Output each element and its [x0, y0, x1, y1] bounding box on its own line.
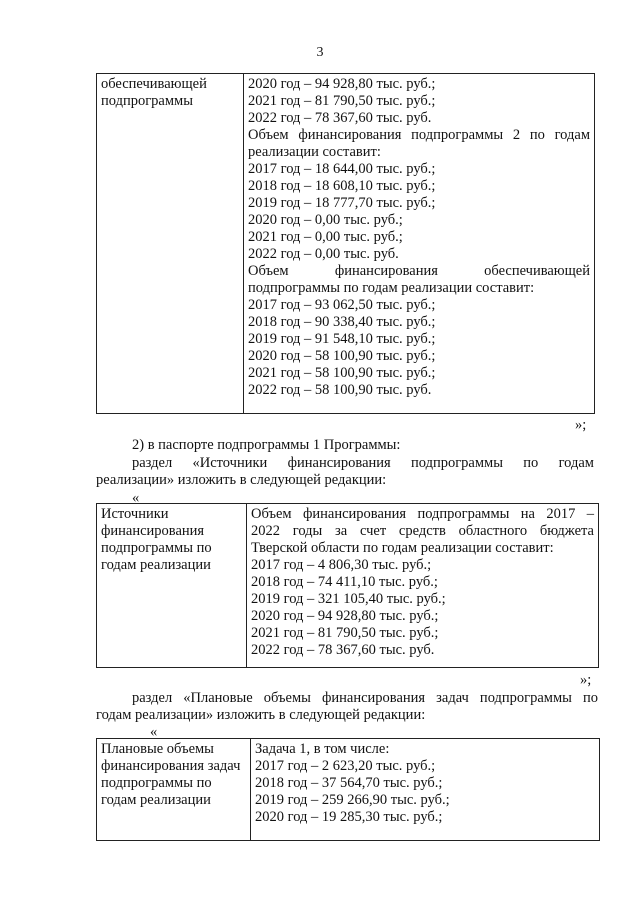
table1-left-line: обеспечивающей [101, 76, 207, 92]
opening-quote: « [132, 490, 140, 506]
opening-quote: « [150, 724, 158, 740]
table2-line: 2022 год – 78 367,60 тыс. руб. [251, 642, 435, 658]
table1-line: 2022 год – 58 100,90 тыс. руб. [248, 382, 432, 398]
table3-left-line: подпрограммы по [101, 775, 212, 791]
table1-line: 2018 год – 90 338,40 тыс. руб.; [248, 314, 436, 330]
table2-right-cell [247, 504, 599, 668]
table2-line: Объем финансирования подпрограммы на 2017 – [251, 506, 594, 522]
table1-line: 2020 год – 58 100,90 тыс. руб.; [248, 348, 436, 364]
table2-line: 2020 год – 94 928,80 тыс. руб.; [251, 608, 439, 624]
table3-line: 2020 год – 19 285,30 тыс. руб.; [255, 809, 443, 825]
table1-line: 2017 год – 93 062,50 тыс. руб.; [248, 297, 436, 313]
table1-line: 2021 год – 81 790,50 тыс. руб.; [248, 93, 436, 109]
table1-line: 2018 год – 18 608,10 тыс. руб.; [248, 178, 436, 194]
table-planned-task-financing [96, 738, 600, 841]
table-funding-sources [96, 503, 599, 668]
table2-line: 2022 годы за счет средств областного бюджета [251, 523, 594, 539]
table1-line: 2017 год – 18 644,00 тыс. руб.; [248, 161, 436, 177]
paragraph-section-sources-line2: реализации» изложить в следующей редакции: [96, 472, 387, 488]
table-subprogram-financing-continued [96, 73, 595, 414]
paragraph-section-planned-line1: раздел «Плановые объемы финансирования задач подпрограммы по [132, 690, 598, 706]
table3-line: 2019 год – 259 266,90 тыс. руб.; [255, 792, 450, 808]
table1-line: 2021 год – 0,00 тыс. руб.; [248, 229, 403, 245]
table2-left-line: финансирования [101, 523, 205, 539]
table3-line: 2017 год – 2 623,20 тыс. руб.; [255, 758, 436, 774]
table1-left-line: подпрограммы [101, 93, 193, 109]
table3-line: Задача 1, в том числе: [255, 741, 390, 757]
page-number: 3 [316, 45, 324, 60]
table1-line: 2019 год – 18 777,70 тыс. руб.; [248, 195, 436, 211]
table1-line: 2022 год – 78 367,60 тыс. руб. [248, 110, 432, 126]
table3-left-line: финансирования задач [101, 758, 241, 774]
table1-line: 2021 год – 58 100,90 тыс. руб.; [248, 365, 436, 381]
closing-quote: »; [580, 672, 592, 688]
table3-line: 2018 год – 37 564,70 тыс. руб.; [255, 775, 443, 791]
table3-left-line: годам реализации [101, 792, 211, 808]
table3-right-cell [251, 739, 600, 841]
table2-left-line: Источники [101, 506, 169, 522]
table1-left-cell [97, 74, 244, 414]
table1-line: 2020 год – 94 928,80 тыс. руб.; [248, 76, 436, 92]
table1-line: Объем финансирования обеспечивающей [248, 263, 590, 279]
paragraph-section-planned-line2: годам реализации» изложить в следующей редакции: [96, 707, 426, 723]
table2-line: 2017 год – 4 806,30 тыс. руб.; [251, 557, 432, 573]
table1-line: Объем финансирования подпрограммы 2 по годам [248, 127, 590, 143]
table1-line: 2019 год – 91 548,10 тыс. руб.; [248, 331, 436, 347]
paragraph-item-2: 2) в паспорте подпрограммы 1 Программы: [132, 437, 401, 453]
closing-quote: »; [575, 417, 587, 433]
table2-line: 2018 год – 74 411,10 тыс. руб.; [251, 574, 438, 590]
table1-line: подпрограммы по годам реализации составит: [248, 280, 535, 296]
table2-line: 2021 год – 81 790,50 тыс. руб.; [251, 625, 439, 641]
table1-line: 2022 год – 0,00 тыс. руб. [248, 246, 399, 262]
table2-left-line: подпрограммы по [101, 540, 212, 556]
table1-line: 2020 год – 0,00 тыс. руб.; [248, 212, 403, 228]
table3-left-line: Плановые объемы [101, 741, 214, 757]
table2-left-line: годам реализации [101, 557, 211, 573]
table2-left-cell [97, 504, 247, 668]
table1-line: реализации составит: [248, 144, 381, 160]
table1-right-cell [244, 74, 595, 414]
table2-line: Тверской области по годам реализации составит: [251, 540, 554, 556]
paragraph-section-sources-line1: раздел «Источники финансирования подпрограммы по годам [132, 455, 594, 471]
table3-left-cell [97, 739, 251, 841]
table2-line: 2019 год – 321 105,40 тыс. руб.; [251, 591, 446, 607]
